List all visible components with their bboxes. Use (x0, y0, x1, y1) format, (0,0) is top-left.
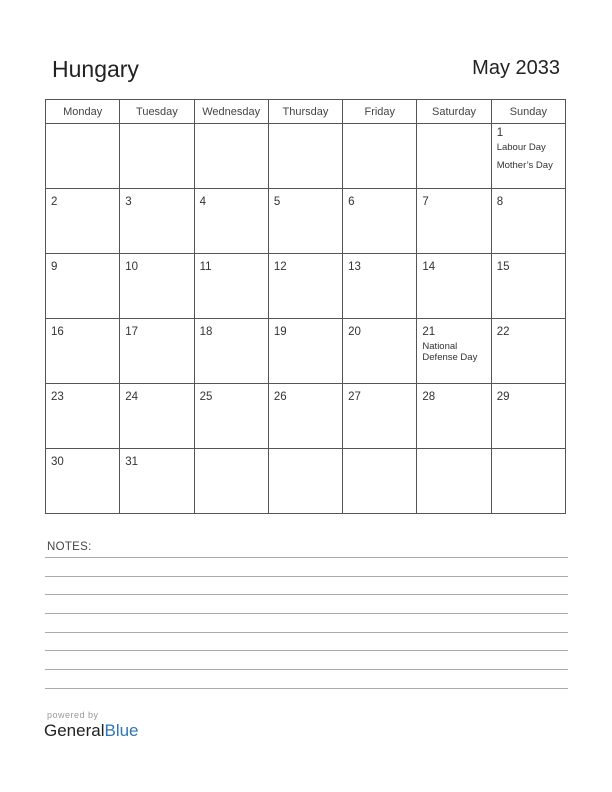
day-number (492, 449, 565, 457)
country-title: Hungary (52, 56, 139, 82)
day-number: 5 (273, 196, 281, 208)
day-cell (120, 319, 194, 384)
note-line (45, 594, 568, 595)
day-number: 3 (125, 196, 132, 208)
day-cell (194, 449, 268, 514)
day-cell (343, 449, 417, 514)
day-number (46, 124, 119, 128)
day-number: 26 (273, 391, 287, 403)
weekday-header-row (46, 100, 566, 124)
note-line (45, 613, 568, 614)
holiday-label: Mother’s Day (496, 160, 553, 171)
note-line (45, 669, 568, 670)
day-cell (491, 319, 565, 384)
calendar-grid (45, 99, 566, 514)
week-row (46, 449, 566, 514)
day-number (269, 449, 342, 457)
day-number: 25 (199, 391, 213, 403)
weekday-friday: Friday (343, 100, 417, 124)
brand-general: General (44, 721, 105, 740)
day-number: 27 (348, 391, 361, 403)
powered-by-text: powered by (47, 710, 99, 720)
day-cell (194, 124, 268, 189)
note-line (45, 632, 568, 633)
week-row (46, 189, 566, 254)
weekday-monday: Monday (46, 100, 120, 124)
weekday-wednesday: Wednesday (194, 100, 268, 124)
day-number: 7 (422, 196, 429, 208)
day-number: 2 (51, 196, 58, 208)
note-line (45, 688, 568, 689)
day-cell (194, 319, 268, 384)
day-cell (194, 384, 268, 449)
month-title: May 2033 (472, 57, 560, 79)
day-cell (343, 189, 417, 254)
holiday-label: National Defense Day (422, 340, 478, 363)
day-number: 13 (348, 261, 361, 273)
day-number: 18 (199, 326, 213, 338)
day-number (120, 124, 193, 128)
day-cell (417, 384, 491, 449)
notes-label: NOTES: (47, 541, 92, 553)
day-cell (46, 449, 120, 514)
day-number: 16 (51, 326, 64, 338)
day-number: 9 (51, 261, 58, 273)
week-row (46, 384, 566, 449)
day-number: 6 (348, 196, 355, 208)
day-number: 28 (422, 391, 436, 403)
weekday-saturday: Saturday (417, 100, 491, 124)
day-cell (417, 319, 491, 384)
day-number: 19 (273, 326, 287, 338)
day-number (343, 449, 416, 457)
day-cell (343, 319, 417, 384)
day-number: 15 (496, 261, 510, 273)
day-number: 22 (496, 326, 510, 338)
day-cell (417, 254, 491, 319)
day-number (343, 124, 416, 128)
day-cell (343, 254, 417, 319)
day-number (195, 449, 268, 457)
day-number: 17 (125, 326, 139, 338)
weekday-sunday: Sunday (491, 100, 565, 124)
day-cell (491, 449, 565, 514)
week-row (46, 254, 566, 319)
week-row (46, 319, 566, 384)
day-cell (417, 189, 491, 254)
day-number: 8 (496, 196, 504, 208)
day-number: 4 (199, 196, 206, 208)
day-number: 14 (422, 261, 436, 273)
day-cell (46, 189, 120, 254)
day-cell (491, 124, 565, 189)
day-number: 24 (125, 391, 139, 403)
day-cell (268, 189, 342, 254)
day-number: 12 (273, 261, 287, 273)
day-number: 1 (496, 127, 504, 139)
day-number (195, 124, 268, 128)
day-cell (417, 124, 491, 189)
day-cell (417, 449, 491, 514)
day-cell (120, 384, 194, 449)
day-number: 31 (125, 456, 139, 468)
note-line (45, 557, 568, 558)
day-cell (268, 384, 342, 449)
day-cell (120, 449, 194, 514)
day-cell (46, 384, 120, 449)
note-line (45, 576, 568, 577)
day-number: 23 (51, 391, 64, 403)
day-number: 29 (496, 391, 510, 403)
day-number: 20 (348, 326, 361, 338)
day-cell (120, 254, 194, 319)
day-number: 21 (422, 326, 436, 338)
day-cell (194, 189, 268, 254)
holiday-label: Labour Day (496, 141, 546, 153)
day-cell (268, 254, 342, 319)
day-number: 30 (51, 456, 64, 468)
day-number (417, 449, 490, 457)
day-number (417, 124, 490, 128)
day-cell (120, 124, 194, 189)
generalblue-logo[interactable] (44, 721, 139, 741)
weekday-tuesday: Tuesday (120, 100, 194, 124)
day-cell (491, 189, 565, 254)
day-cell (46, 124, 120, 189)
note-line (45, 650, 568, 651)
brand-blue: Blue (104, 721, 139, 740)
day-cell (268, 449, 342, 514)
day-number: 10 (125, 261, 139, 273)
day-number (269, 124, 342, 128)
day-cell (343, 124, 417, 189)
day-cell (268, 319, 342, 384)
day-cell (491, 254, 565, 319)
day-cell (268, 124, 342, 189)
weekday-thursday: Thursday (268, 100, 342, 124)
day-cell (194, 254, 268, 319)
day-number: 11 (199, 261, 212, 273)
day-cell (120, 189, 194, 254)
week-row (46, 124, 566, 189)
day-cell (46, 254, 120, 319)
day-cell (491, 384, 565, 449)
day-cell (343, 384, 417, 449)
day-cell (46, 319, 120, 384)
